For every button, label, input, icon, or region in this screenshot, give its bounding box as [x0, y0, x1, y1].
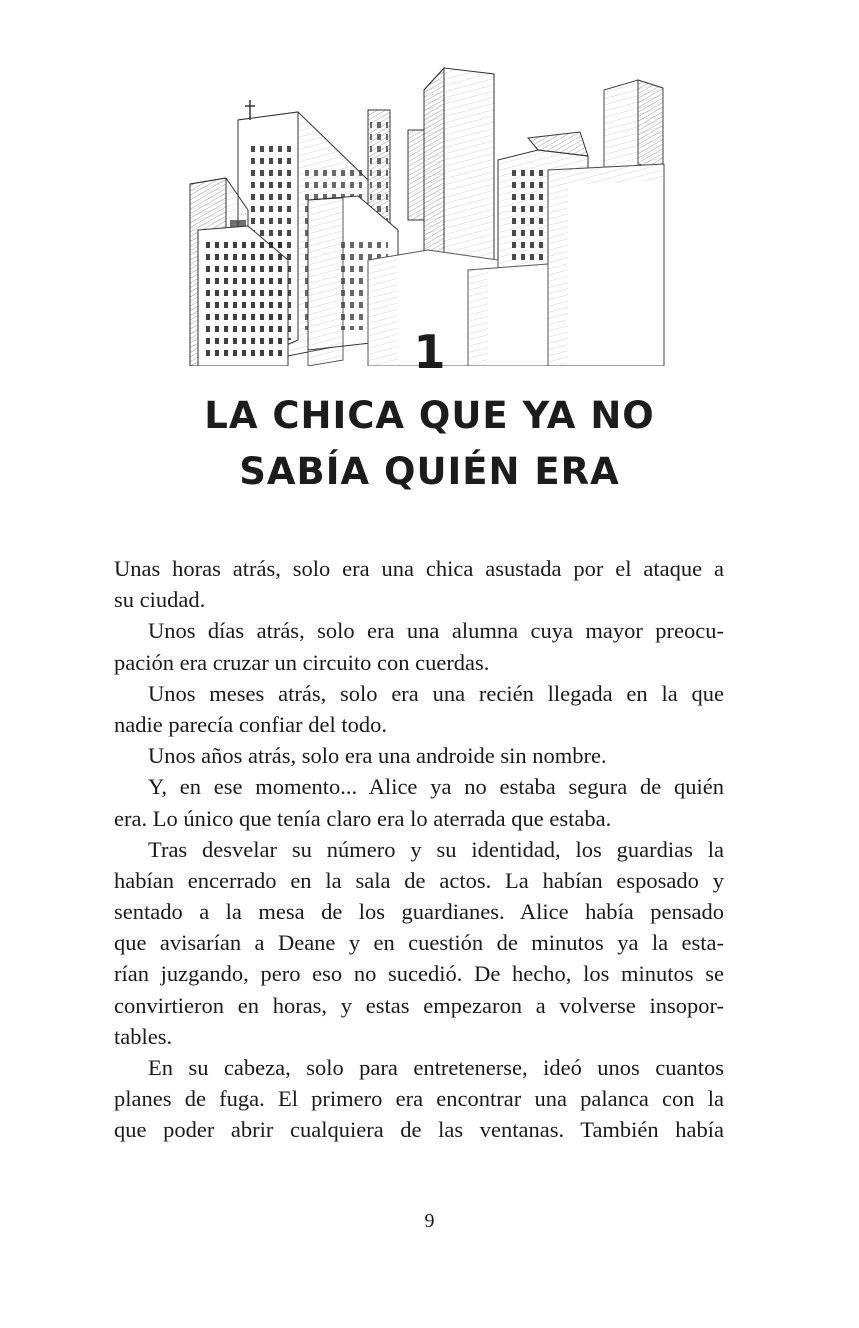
- text-line: rían juzgando, pero eso no sucedió. De hecho, los minutos se: [114, 961, 724, 987]
- chapter-title-line: SABÍA QUIÉN ERA: [239, 450, 620, 493]
- text-line: Unos años atrás, solo era una androide sin nombre.: [148, 743, 607, 769]
- text-line: planes de fuga. El primero era encontrar una palanca con la: [114, 1086, 724, 1112]
- body-text: [114, 553, 724, 1146]
- text-line: Unos días atrás, solo era una alumna cuya mayor preocu-: [148, 618, 724, 644]
- text-line: nadie parecía confiar del todo.: [114, 711, 387, 737]
- text-line: Y, en ese momento... Alice ya no estaba segura de quién: [148, 774, 724, 800]
- chapter-title-line: LA CHICA QUE YA NO: [204, 394, 655, 437]
- chapter-title: [100, 388, 759, 500]
- text-line: su ciudad.: [114, 587, 206, 613]
- text-line: Unos meses atrás, solo era una recién llegada en la que: [148, 680, 724, 706]
- text-line: era. Lo único que tenía claro era lo aterrada que estaba.: [114, 805, 612, 831]
- page-number: 9: [424, 1210, 435, 1232]
- chapter-number: 1: [413, 325, 446, 379]
- text-line: Unas horas atrás, solo era una chica asustada por el ataque a: [114, 556, 724, 581]
- text-line: habían encerrado en la sala de actos. La habían esposado y: [114, 867, 724, 893]
- text-line: pación era cruzar un circuito con cuerdas.: [114, 649, 490, 675]
- text-line: convirtieron en horas, y estas empezaron a volverse insopor-: [114, 992, 724, 1018]
- text-line: sentado a la mesa de los guardianes. Alice había pensado: [114, 899, 724, 925]
- text-line: que avisarían a Deane y en cuestión de minutos ya la esta-: [114, 930, 724, 956]
- text-line: que poder abrir cualquiera de las ventanas. También había: [114, 1117, 724, 1143]
- text-line: Tras desvelar su número y su identidad, los guardias la: [148, 836, 724, 862]
- city-buildings-illustration: [168, 60, 668, 366]
- text-line: En su cabeza, solo para entretenerse, ideó unos cuantos: [148, 1055, 724, 1080]
- text-line: tables.: [114, 1023, 173, 1049]
